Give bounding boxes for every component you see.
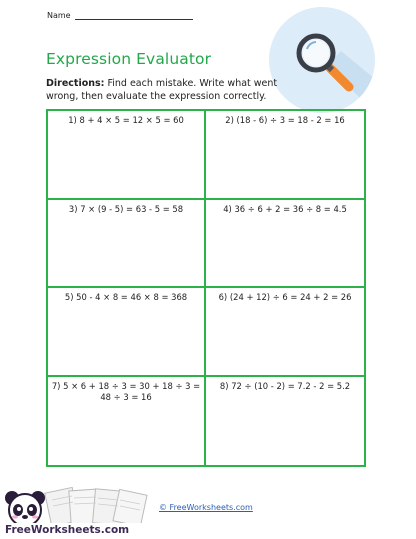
problem-expression: (24 + 12) ÷ 6 = 24 + 2 = 26 (229, 292, 352, 302)
problem-cell[interactable]: 6) (24 + 12) ÷ 6 = 24 + 2 = 26 (206, 288, 364, 377)
directions-label: Directions: (46, 78, 105, 89)
problem-cell[interactable]: 8) 72 ÷ (10 - 2) = 7.2 - 2 = 5.2 (219, 380, 351, 391)
problem-cell[interactable]: 2) (18 - 6) ÷ 3 = 18 - 2 = 16 (206, 111, 364, 200)
problem-expression: 50 - 4 × 8 = 46 × 8 = 368 (76, 292, 188, 302)
magnifier-badge (269, 7, 375, 113)
name-line[interactable] (75, 11, 193, 20)
directions (46, 77, 278, 103)
problem-cell[interactable]: 1) 8 + 4 × 5 = 12 × 5 = 60 (48, 111, 206, 200)
problem-expression: 72 ÷ (10 - 2) = 7.2 - 2 = 5.2 (231, 380, 351, 391)
problem-expression: 7 × (9 - 5) = 63 - 5 = 58 (80, 203, 184, 214)
page-title: Expression Evaluator (46, 50, 212, 68)
name-field[interactable] (47, 11, 193, 20)
problem-expression: (18 - 6) ÷ 3 = 18 - 2 = 16 (236, 115, 345, 125)
problem-cell[interactable]: 5) 50 - 4 × 8 = 46 × 8 = 368 (48, 288, 206, 377)
problem-cell[interactable]: 7) 5 × 6 + 18 ÷ 3 = 30 + 18 ÷ 3 = 48 ÷ 3 = 16 (48, 377, 206, 466)
logo-wordmark: FreeWorksheets.com (5, 524, 130, 536)
problem-cell[interactable]: 4) 36 ÷ 6 + 2 = 36 ÷ 8 = 4.5 (206, 200, 364, 289)
panda-logo-icon (2, 486, 152, 536)
magnifying-glass-icon (269, 7, 375, 113)
problem-expression: 5 × 6 + 18 ÷ 3 = 30 + 18 ÷ 3 = 48 ÷ 3 = 16 (63, 380, 201, 402)
problem-cell[interactable]: 3) 7 × (9 - 5) = 63 - 5 = 58 (48, 200, 206, 289)
directions-text: Find each mistake. Write what went wrong, then evaluate the expression correctly. (46, 78, 278, 102)
name-label: Name (47, 11, 71, 20)
problem-grid (46, 109, 366, 467)
problem-expression: 8 + 4 × 5 = 12 × 5 = 60 (79, 115, 184, 125)
problem-expression: 36 ÷ 6 + 2 = 36 ÷ 8 = 4.5 (234, 203, 347, 214)
footer-copyright-link[interactable]: © FreeWorksheets.com (159, 503, 253, 512)
